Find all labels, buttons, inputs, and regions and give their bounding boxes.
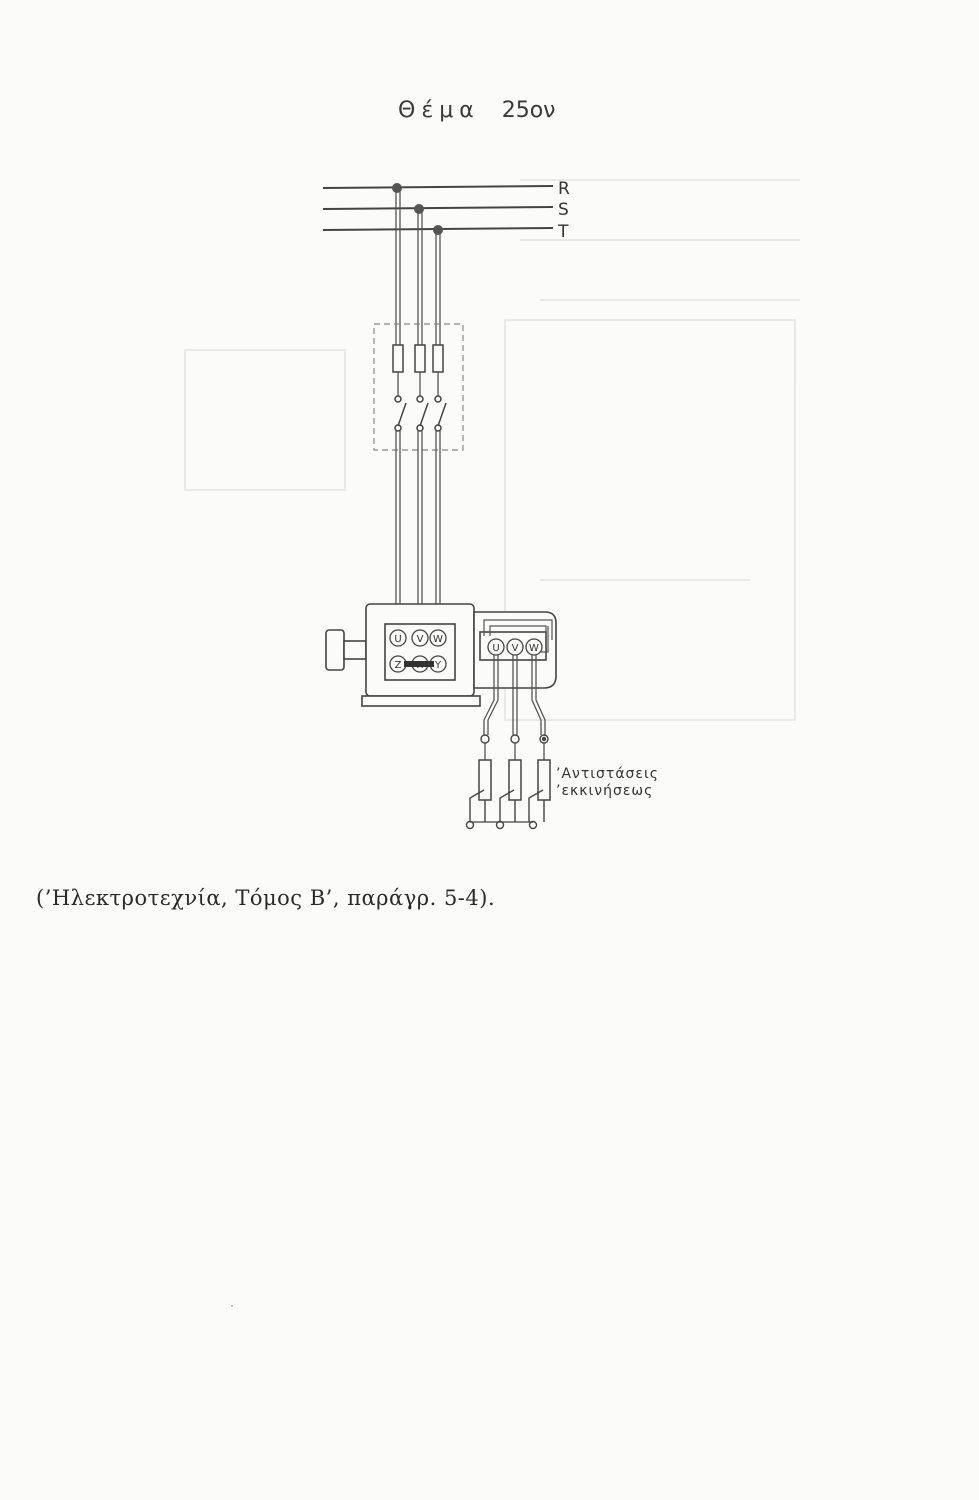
- terminal-w-label: W: [433, 634, 443, 645]
- motor: [326, 604, 556, 706]
- paper-speck: [231, 1305, 233, 1307]
- resistor-1: [479, 760, 491, 800]
- rotor-terminal-u-label: U: [492, 643, 500, 654]
- resistor-label-line2: ’εκκινήσεως: [556, 783, 654, 799]
- switch-contacts: [395, 396, 446, 431]
- motor-shaft-pulley: [326, 630, 344, 670]
- rotor-terminal-v-label: V: [511, 643, 519, 654]
- terminal-y-label: Y: [434, 660, 442, 671]
- terminal-v-label: V: [416, 634, 424, 645]
- fuse-1: [393, 345, 403, 372]
- line-r-label: R: [558, 179, 570, 199]
- title-word: Θέμα: [398, 98, 480, 123]
- terminal-z-label: Z: [394, 660, 402, 671]
- terminal-x-label: X: [416, 660, 424, 671]
- starting-resistors: [479, 760, 550, 800]
- fuse-3: [433, 345, 443, 372]
- motor-shaft: [344, 641, 366, 659]
- fuse-2: [415, 345, 425, 372]
- resistor-top-contacts: [481, 735, 548, 743]
- line-t-label: T: [558, 222, 569, 242]
- rotor-terminal-w-label: W: [529, 643, 539, 654]
- line-s-label: S: [558, 200, 569, 220]
- figure-caption: (’Ηλεκτροτεχνία, Τόμος Β’, παράγρ. 5-4).: [36, 886, 496, 910]
- motor-feed-wires: [396, 431, 440, 632]
- junction-t: [433, 225, 443, 235]
- terminal-u-label: U: [394, 634, 402, 645]
- resistor-2: [509, 760, 521, 800]
- fuses: [393, 345, 443, 372]
- resistor-3: [538, 760, 550, 800]
- title-number: 25ον: [501, 98, 556, 123]
- supply-bus: [323, 186, 553, 230]
- resistor-label-line1: ’Αντιστάσεις: [556, 766, 659, 782]
- line-s: [323, 207, 553, 209]
- feed-wires: [396, 188, 440, 345]
- line-r: [323, 186, 553, 188]
- motor-base: [362, 696, 480, 706]
